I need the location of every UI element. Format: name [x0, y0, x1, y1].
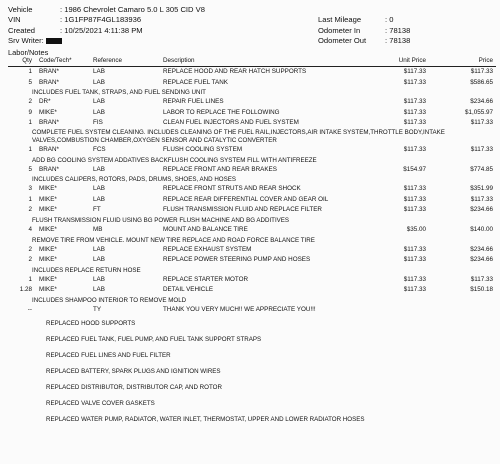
line-qty: 4	[28, 225, 32, 233]
line-price: $351.99	[470, 185, 493, 193]
line-unit-price: $117.33	[403, 206, 426, 214]
line-code-tech: MIKE*	[39, 108, 57, 116]
line-note: REMOVE TIRE FROM VEHICLE. MOUNT NEW TIRE REPLACE AND ROAD FORCE BALANCE TIRE	[32, 236, 315, 244]
line-description: THANK YOU VERY MUCH!! WE APPRECIATE YOU!!!	[163, 305, 316, 313]
line-unit-price: $117.33	[403, 108, 426, 116]
replaced-parts-note: REPLACED BATTERY, SPARK PLUGS AND IGNITION WIRES	[46, 367, 221, 375]
table-row	[8, 108, 496, 119]
line-unit-price: $117.33	[403, 245, 426, 253]
table-row	[8, 205, 496, 216]
line-description: REPLACE POWER STEERING PUMP AND HOSES	[163, 256, 311, 264]
line-description: LABOR TO REPLACE THE FOLLOWING	[163, 108, 280, 116]
table-row	[8, 78, 496, 89]
line-code-tech: MIKE*	[39, 256, 57, 264]
line-code-tech: DR*	[39, 98, 51, 106]
line-price: $1,055.97	[464, 108, 493, 116]
line-qty: --	[27, 305, 32, 313]
line-description: REPLACE STARTER MOTOR	[163, 275, 249, 283]
table-row	[8, 195, 496, 206]
line-qty: 1	[28, 195, 32, 203]
line-unit-price: $117.33	[403, 119, 426, 127]
line-qty: 1	[28, 275, 32, 283]
line-description: MOUNT AND BALANCE TIRE	[163, 225, 248, 233]
line-price: $140.00	[470, 225, 493, 233]
line-reference: FT	[93, 206, 101, 214]
line-note: INCLUDES FUEL TANK, STRAPS, AND FUEL SENDING UNIT	[32, 89, 206, 97]
line-description: REPLACE REAR DIFFERENTIAL COVER AND GEAR OIL	[163, 195, 329, 203]
line-price: $234.66	[470, 98, 493, 106]
line-code-tech: MIKE*	[39, 225, 57, 233]
line-price: $150.18	[470, 286, 493, 294]
col-unit-price: Unit Price	[398, 57, 426, 64]
last-mileage-label: Last Mileage	[318, 15, 362, 25]
odometer-out-label: Odometer Out	[318, 36, 367, 46]
line-description: REPAIR FUEL LINES	[163, 98, 224, 106]
replaced-parts-note: REPLACED HOOD SUPPORTS	[46, 319, 136, 327]
line-price: $117.33	[470, 145, 493, 153]
line-note: FLUSH TRANSMISSION FLUID USING BG POWER FLUSH MACHINE AND BG ADDITIVES	[32, 216, 290, 224]
table-row	[8, 285, 496, 296]
labor-lines	[8, 67, 496, 428]
table-row	[8, 245, 496, 256]
line-reference: FCS	[93, 145, 106, 153]
repair-order-sheet	[8, 5, 496, 428]
line-reference: MB	[93, 225, 103, 233]
line-unit-price: $117.33	[403, 195, 426, 203]
line-code-tech: MIKE*	[39, 206, 57, 214]
line-reference: LAB	[93, 286, 105, 294]
line-qty: 2	[28, 256, 32, 264]
line-unit-price: $117.33	[403, 275, 426, 283]
line-unit-price: $154.97	[403, 165, 426, 173]
line-code-tech: BRAN*	[39, 78, 59, 86]
replaced-parts-note: REPLACED FUEL TANK, FUEL PUMP, AND FUEL TANK SUPPORT STRAPS	[46, 335, 262, 343]
line-qty: 1	[28, 145, 32, 153]
vin-value: : 1G1FP87F4GL183936	[60, 15, 142, 25]
line-unit-price: $117.33	[403, 286, 426, 294]
line-code-tech: MIKE*	[39, 185, 57, 193]
line-price: $234.66	[470, 256, 493, 264]
line-qty: 2	[28, 206, 32, 214]
line-qty: 2	[28, 245, 32, 253]
line-description: REPLACE EXHAUST SYSTEM	[163, 245, 252, 253]
line-reference: LAB	[93, 78, 105, 86]
line-description: FLUSH COOLING SYSTEM	[163, 145, 243, 153]
line-price: $234.66	[470, 245, 493, 253]
line-code-tech: BRAN*	[39, 68, 59, 75]
table-row	[8, 97, 496, 108]
line-reference: LAB	[93, 245, 105, 253]
line-reference: LAB	[93, 195, 105, 203]
line-code-tech: BRAN*	[39, 165, 59, 173]
line-reference: LAB	[93, 108, 105, 116]
table-row	[8, 145, 496, 156]
line-description: REPLACE FUEL TANK	[163, 78, 228, 86]
column-header-row	[8, 57, 496, 67]
line-price: $117.33	[470, 119, 493, 127]
line-price: $774.85	[470, 165, 493, 173]
line-qty: 1	[28, 119, 32, 127]
line-code-tech: MIKE*	[39, 195, 57, 203]
line-code-tech: BRAN*	[39, 145, 59, 153]
line-description: FLUSH TRANSMISSION FLUID AND REPLACE FILTER	[163, 206, 322, 214]
table-row	[8, 67, 496, 78]
line-description: CLEAN FUEL INJECTORS AND FUEL SYSTEM	[163, 119, 299, 127]
line-price: $117.33	[470, 275, 493, 283]
line-reference: LAB	[93, 256, 105, 264]
last-mileage-value: : 0	[385, 15, 394, 25]
line-reference: LAB	[93, 275, 105, 283]
line-description: REPLACE HOOD AND REAR HATCH SUPPORTS	[163, 68, 307, 75]
table-row	[8, 184, 496, 195]
table-row	[8, 225, 496, 236]
line-unit-price: $117.33	[403, 256, 426, 264]
line-unit-price: $117.33	[403, 185, 426, 193]
line-reference: LAB	[93, 98, 105, 106]
line-note: ADD BG COOLING SYSTEM ADDATIVES BACKFLUSH COOLING SYSTEM FILL WITH ANTIFREEZE	[32, 156, 317, 164]
line-note: INCLUDES REPLACE RETURN HOSE	[32, 266, 141, 274]
odometer-out-value: : 78138	[385, 36, 411, 46]
line-reference: TY	[93, 305, 102, 313]
line-code-tech: BRAN*	[39, 119, 59, 127]
vin-label: VIN	[8, 15, 21, 25]
created-label: Created	[8, 25, 36, 35]
line-reference: FIS	[93, 119, 103, 127]
line-price: $234.66	[470, 206, 493, 214]
line-qty: 5	[28, 78, 32, 86]
line-description: REPLACE FRONT STRUTS AND REAR SHOCK	[163, 185, 301, 193]
line-code-tech: MIKE*	[39, 286, 57, 294]
line-description: DETAIL VEHICLE	[163, 286, 214, 294]
replaced-parts-note: REPLACED FUEL LINES AND FUEL FILTER	[46, 351, 171, 359]
line-code-tech: MIKE*	[39, 245, 57, 253]
line-note: INCLUDES SHAMPOO INTERIOR TO REMOVE MOLD	[32, 296, 187, 304]
replaced-parts-note: REPLACED VALVE COVER GASKETS	[46, 399, 155, 407]
col-qty: Qty	[22, 57, 32, 64]
line-price: $117.33	[470, 195, 493, 203]
redacted-name	[46, 38, 62, 44]
line-qty: 1.28	[19, 286, 32, 294]
vehicle-value: : 1986 Chevrolet Camaro 5.0 L 305 CID V8	[60, 5, 205, 14]
line-unit-price: $117.33	[403, 78, 426, 86]
line-note: INCLUDES CALIPERS, ROTORS, PADS, DRUMS, SHOES, AND HOSES	[32, 176, 237, 184]
line-qty: 1	[28, 68, 32, 75]
vehicle-header	[8, 5, 496, 47]
line-unit-price: $117.33	[403, 68, 426, 75]
vehicle-label: Vehicle	[8, 5, 33, 14]
line-note: COMPLETE FUEL SYSTEM CLEANING. INCLUDES CLEANING OF THE FUEL RAIL,INJECTORS,AIR INTAKE SYSTEM,THROTTLE BODY,INTAKE VALVES,COMBUSTION CHAMBER,OXYGEN SENSOR AND CATALYTIC CONVERTER	[32, 128, 445, 144]
line-price: $117.33	[470, 68, 493, 75]
table-row	[8, 118, 496, 129]
line-reference: LAB	[93, 165, 105, 173]
table-row	[8, 165, 496, 176]
table-row	[8, 275, 496, 286]
replaced-parts-note: REPLACED DISTRIBUTOR, DISTRIBUTOR CAP, AND ROTOR	[46, 383, 222, 391]
table-row	[8, 305, 496, 316]
line-unit-price: $117.33	[403, 98, 426, 106]
col-code-tech: Code/Tech*	[39, 57, 72, 64]
line-reference: LAB	[93, 68, 105, 75]
line-qty: 9	[28, 108, 32, 116]
line-unit-price: $35.00	[406, 225, 426, 233]
table-row	[8, 255, 496, 266]
line-unit-price: $117.33	[403, 145, 426, 153]
line-qty: 5	[28, 165, 32, 173]
created-value: : 10/25/2021 4:11:38 PM	[60, 25, 143, 35]
line-reference: LAB	[93, 185, 105, 193]
col-reference: Reference	[93, 57, 123, 64]
line-description: REPLACE FRONT AND REAR BRAKES	[163, 165, 277, 173]
line-price: $586.65	[470, 78, 493, 86]
section-title: Labor/Notes	[8, 48, 49, 57]
line-qty: 3	[28, 185, 32, 193]
replaced-parts-note: REPLACED WATER PUMP, RADIATOR, WATER INLET, THERMOSTAT, UPPER AND LOWER RADIATOR HOSES	[46, 415, 365, 423]
odometer-in-label: Odometer In	[318, 25, 361, 35]
col-description: Description	[163, 57, 195, 64]
line-code-tech: MIKE*	[39, 275, 57, 283]
service-writer-label: Srv Writer:	[8, 36, 62, 46]
line-qty: 2	[28, 98, 32, 106]
col-price: Price	[478, 57, 493, 64]
odometer-in-value: : 78138	[385, 25, 411, 35]
